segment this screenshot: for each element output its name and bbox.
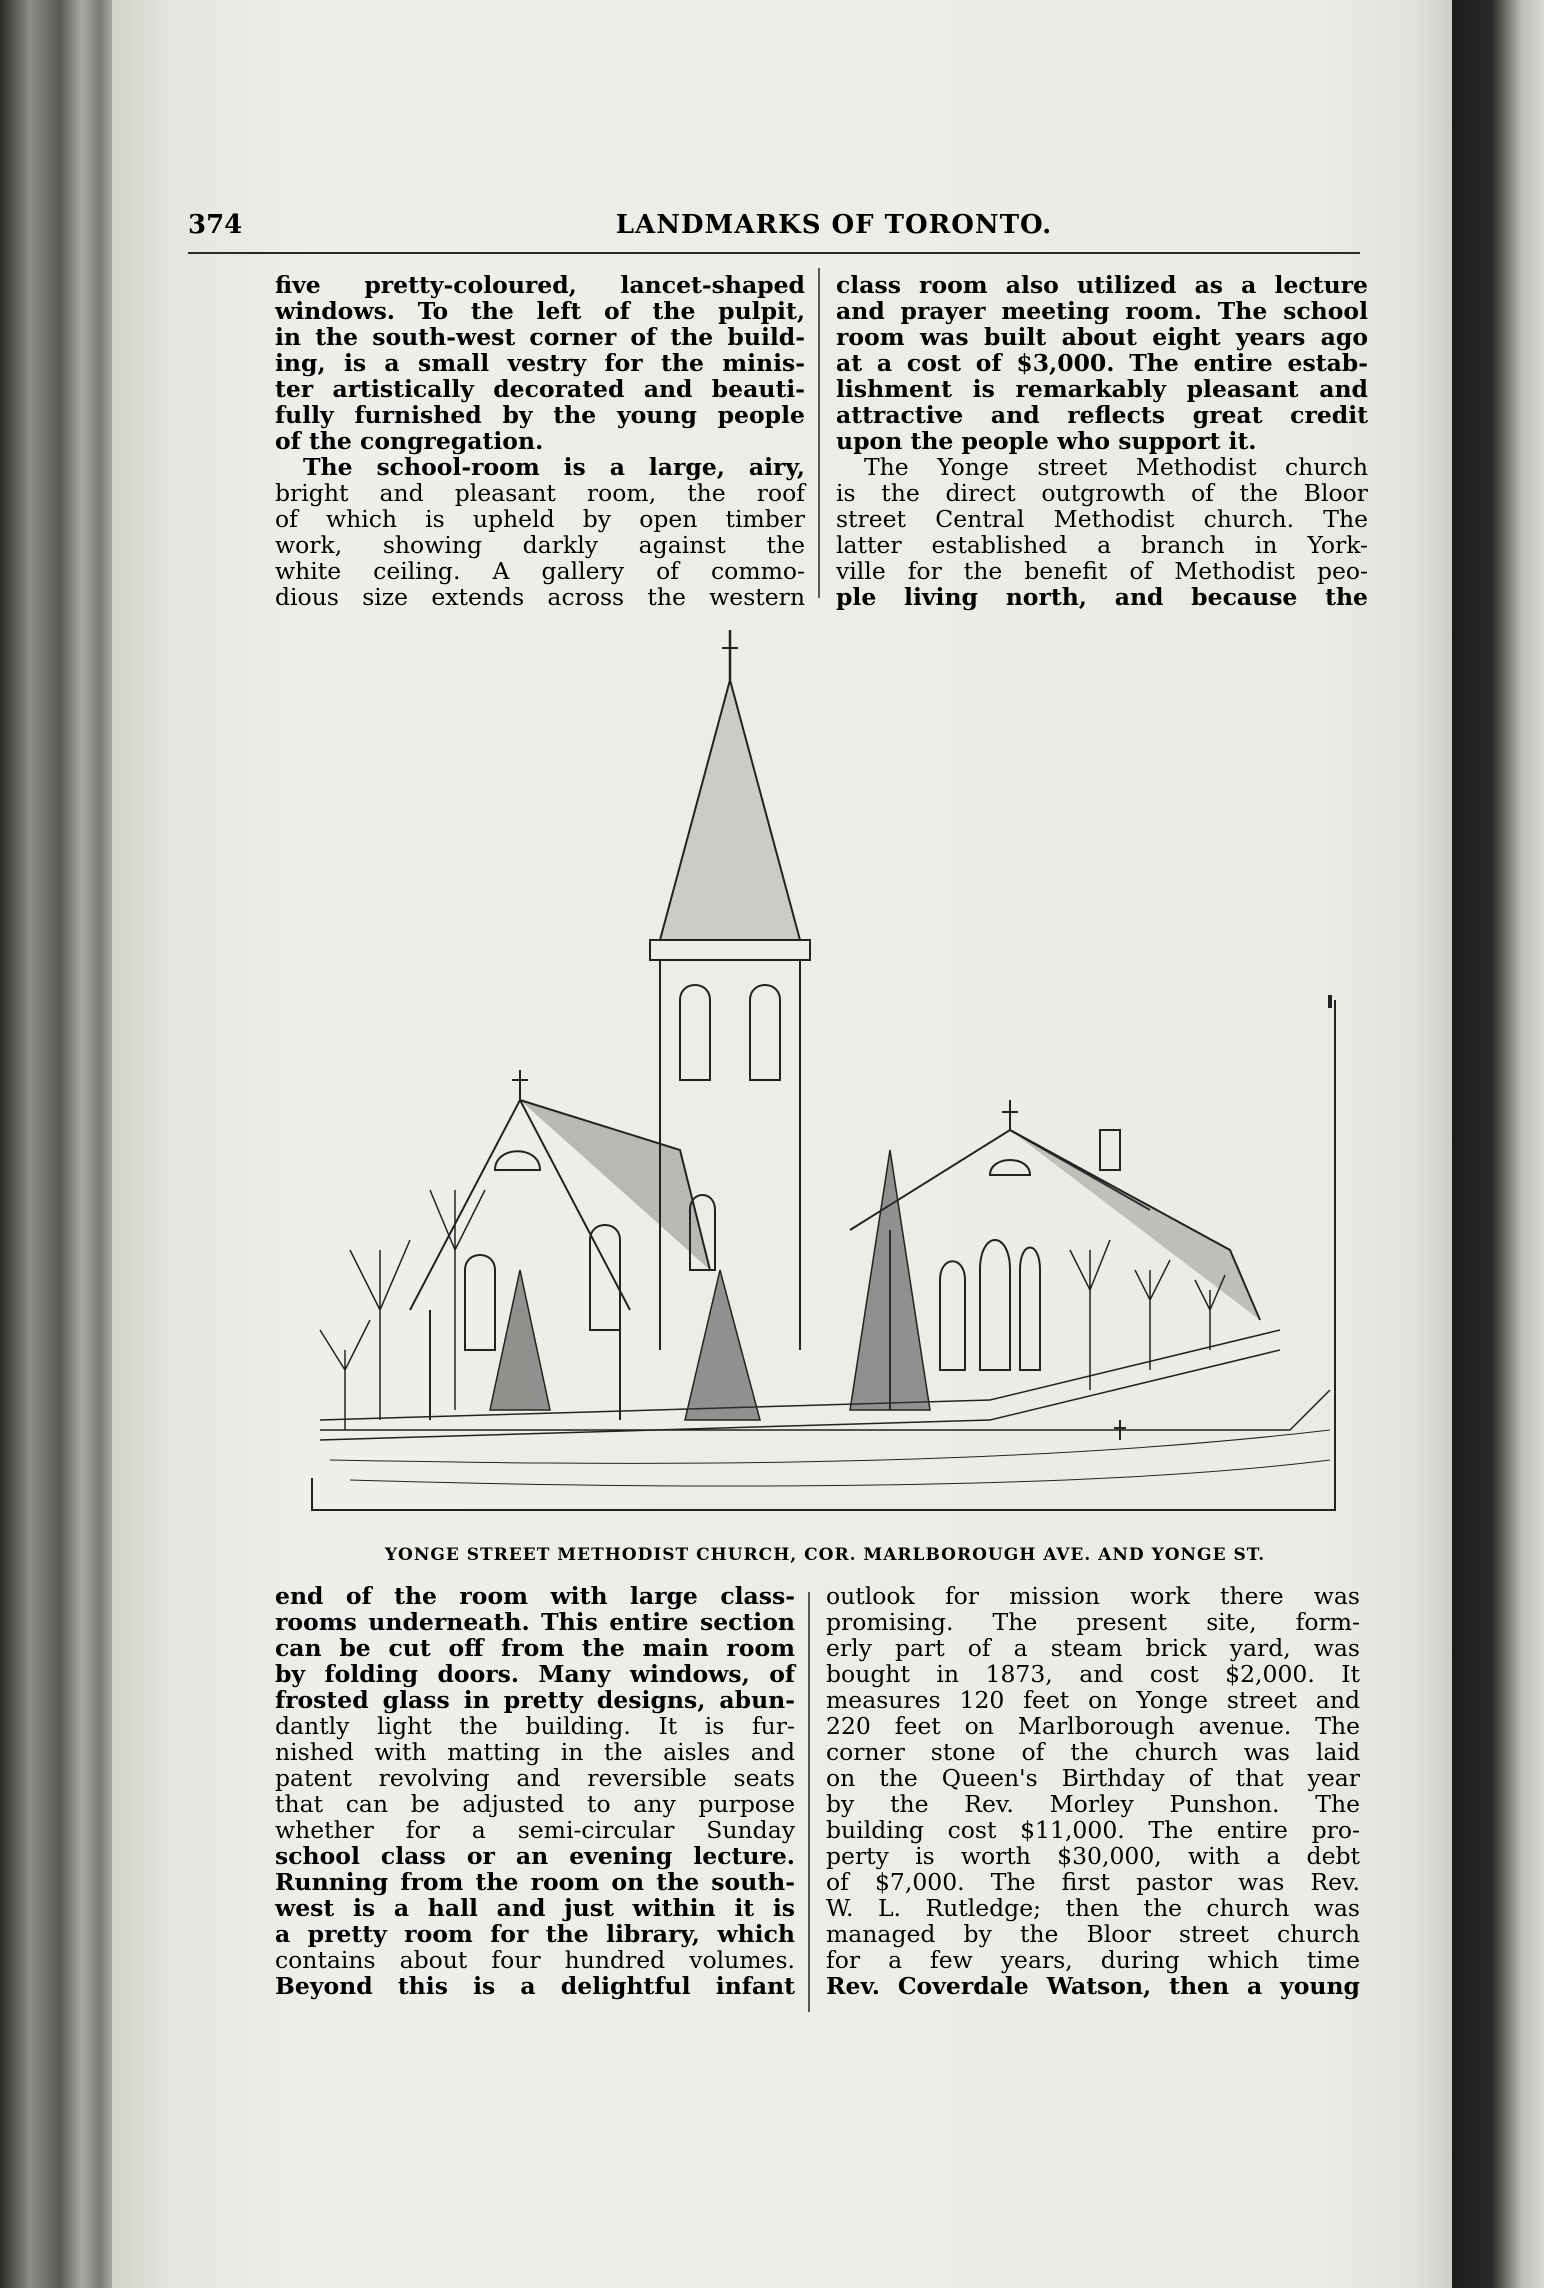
text-line: school class or an evening lecture. [275,1842,795,1870]
text-line: by the Rev. Morley Punshon. The [826,1790,1360,1818]
trees [320,1150,1225,1430]
text-line: perty is worth $30,000, with a debt [826,1842,1360,1870]
column-bottom-left [275,1583,795,1999]
text-line: attractive and reflects great credit [836,401,1368,429]
figure-caption: YONGE STREET METHODIST CHURCH, COR. MARLBOROUGH AVE. AND YONGE ST. [384,1545,1266,1565]
text-line: by folding doors. Many windows, of [275,1660,795,1688]
text-line: corner stone of the church was laid [826,1738,1360,1766]
text-line: latter established a branch in York- [836,531,1368,559]
text-line: a pretty room for the library, which [275,1920,795,1948]
text-line: measures 120 feet on Yonge street and [826,1686,1360,1714]
text-line: 220 feet on Marlborough avenue. The [826,1712,1360,1740]
text-line: upon the people who support it. [836,427,1257,455]
text-line: Running from the room on the south- [275,1868,795,1896]
page-header [188,210,1360,254]
text-line: bright and pleasant room, the roof [275,479,805,507]
text-line: five pretty-coloured, lancet-shaped [275,271,805,299]
facing-page-edge [1452,0,1544,2288]
text-line: erly part of a steam brick yard, was [826,1634,1360,1662]
text-line: can be cut off from the main room [275,1634,795,1662]
text-line: Rev. Coverdale Watson, then a young [826,1972,1360,2000]
text-line: ter artistically decorated and beauti- [275,375,805,403]
text-line: is the direct outgrowth of the Bloor [836,479,1368,507]
text-line: for a few years, during which time [826,1946,1360,1974]
text-line: white ceiling. A gallery of commo- [275,557,805,585]
column-top-left [275,272,805,610]
running-title: LANDMARKS OF TORONTO. [615,210,1053,240]
text-line: lishment is remarkably pleasant and [836,375,1368,403]
text-line: in the south-west corner of the build- [275,323,805,351]
text-line: ple living north, and because the [836,583,1368,611]
text-line: class room also utilized as a lecture [836,271,1368,299]
text-line: nished with matting in the aisles and [275,1738,795,1766]
text-line: rooms underneath. This entire section [275,1608,795,1636]
text-line: on the Queen's Birthday of that year [826,1764,1360,1792]
text-line: The school-room is a large, airy, [303,453,805,481]
text-line: outlook for mission work there was [826,1582,1360,1610]
text-line: Beyond this is a delightful infant [275,1972,795,2000]
text-line: room was built about eight years ago [836,323,1368,351]
text-line: The Yonge street Methodist church [864,453,1368,481]
text-line: windows. To the left of the pulpit, [275,297,805,325]
text-line: ville for the benefit of Methodist peo- [836,557,1368,585]
text-line: patent revolving and reversible seats [275,1764,795,1792]
text-line: whether for a semi-circular Sunday [275,1816,795,1844]
column-top-right [836,272,1368,610]
church-illustration [290,630,1350,1530]
text-line: of the congregation. [275,427,544,455]
text-line: work, showing darkly against the [275,531,805,559]
text-line: street Central Methodist church. The [836,505,1368,533]
text-line: and prayer meeting room. The school [836,297,1368,325]
column-bottom-right [826,1583,1360,1999]
church-drawing [290,630,1350,1530]
text-line: W. L. Rutledge; then the church was [826,1894,1360,1922]
book-binding [0,0,120,2288]
text-line: frosted glass in pretty designs, abun- [275,1686,795,1714]
text-line: promising. The present site, form- [826,1608,1360,1636]
text-line: of $7,000. The first pastor was Rev. [826,1868,1360,1896]
text-line: building cost $11,000. The entire pro- [826,1816,1360,1844]
column-divider [808,1592,810,2012]
text-line: bought in 1873, and cost $2,000. It [826,1660,1360,1688]
text-line: managed by the Bloor street church [826,1920,1360,1948]
text-line: contains about four hundred volumes. [275,1946,795,1974]
text-line: that can be adjusted to any purpose [275,1790,795,1818]
text-line: fully furnished by the young people [275,401,805,429]
tower-and-spire [650,630,810,1350]
text-line: west is a hall and just within it is [275,1894,795,1922]
text-line: of which is upheld by open timber [275,505,805,533]
text-line: ing, is a small vestry for the minis- [275,349,805,377]
text-line: end of the room with large class- [275,1582,795,1610]
text-line: dantly light the building. It is fur- [275,1712,795,1740]
page-number: 374 [188,210,243,240]
text-line: dious size extends across the western [275,583,805,611]
column-divider [818,268,820,598]
text-line: at a cost of $3,000. The entire estab- [836,349,1368,377]
